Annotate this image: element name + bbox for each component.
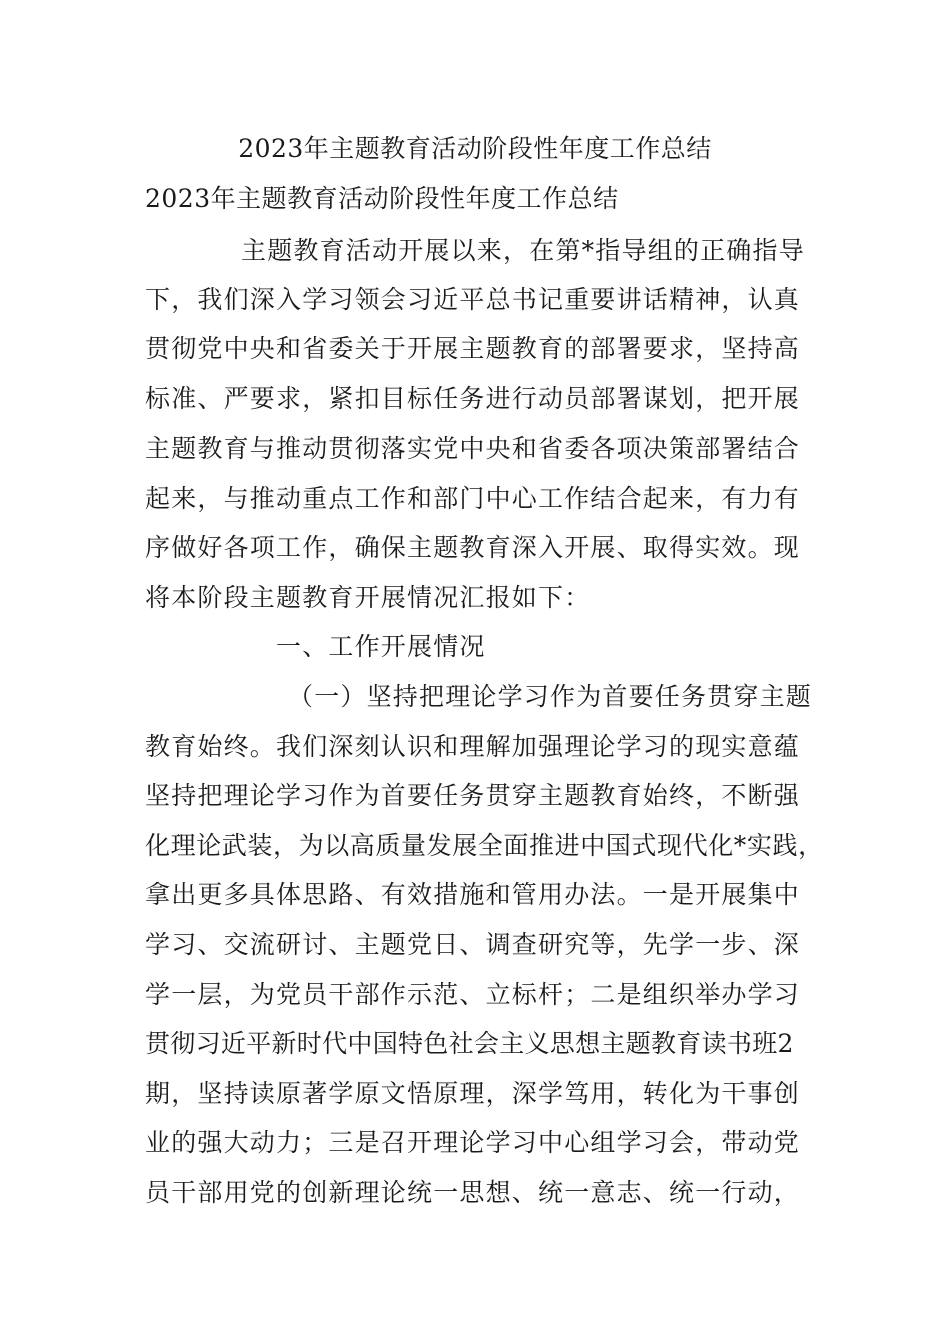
sub-line: 贯彻习近平新时代中国特色社会主义思想主题教育读书班2 [145, 1029, 794, 1058]
sub-line: 化理论武装，为以高质量发展全面推进中国式现代化*实践， [145, 831, 824, 860]
intro-line: 主题教育活动开展以来，在第*指导组的正确指导 [241, 236, 805, 265]
sub-line: （一）坚持把理论学习作为首要任务贯穿主题 [288, 682, 813, 711]
section-heading: 一、工作开展情况 [276, 632, 486, 661]
sub-line: 坚持把理论学习作为首要任务贯穿主题教育始终，不断强 [145, 781, 801, 810]
sub-line: 拿出更多具体思路、有效措施和管用办法。一是开展集中 [145, 880, 801, 909]
sub-line: 学一层，为党员干部作示范、立标杆；二是组织举办学习 [145, 980, 801, 1009]
intro-line: 标准、严要求，紧扣目标任务进行动员部署谋划，把开展 [145, 384, 801, 413]
document-subtitle: 2023年主题教育活动阶段性年度工作总结 [145, 184, 619, 213]
intro-line: 将本阶段主题教育开展情况汇报如下： [145, 583, 591, 612]
intro-line: 主题教育与推动贯彻落实党中央和省委各项决策部署结合 [145, 434, 801, 463]
sub-line: 业的强大动力；三是召开理论学习中心组学习会，带动党 [145, 1128, 801, 1157]
sub-line: 学习、交流研讨、主题党日、调查研究等，先学一步、深 [145, 930, 801, 959]
document-title: 2023年主题教育活动阶段性年度工作总结 [238, 134, 712, 163]
intro-line: 序做好各项工作，确保主题教育深入开展、取得实效。现 [145, 533, 801, 562]
intro-line: 下，我们深入学习领会习近平总书记重要讲话精神，认真 [145, 285, 801, 314]
intro-line: 贯彻党中央和省委关于开展主题教育的部署要求，坚持高 [145, 334, 801, 363]
sub-line: 教育始终。我们深刻认识和理解加强理论学习的现实意蕴 [145, 732, 801, 761]
sub-line: 员干部用党的创新理论统一思想、统一意志、统一行动， [145, 1178, 801, 1207]
intro-line: 起来，与推动重点工作和部门中心工作结合起来，有力有 [145, 484, 801, 513]
sub-line: 期，坚持读原著学原文悟原理，深学笃用，转化为干事创 [145, 1079, 801, 1108]
